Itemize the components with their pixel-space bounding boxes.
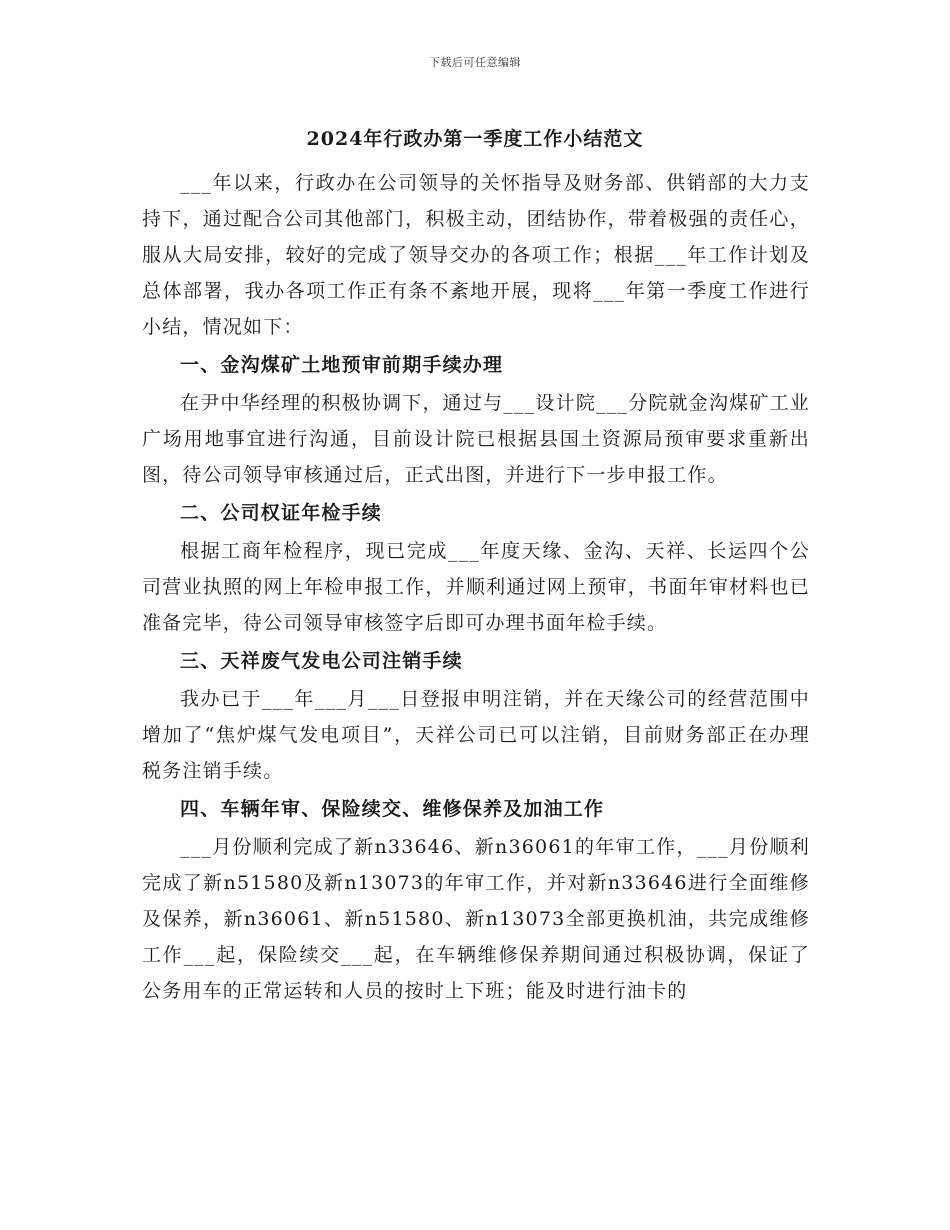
section-paragraph-2: 根据工商年检程序，现已完成___年度天缘、金沟、天祥、长运四个公司营业执照的网上年检申报工作，并顺利通过网上预审，书面年审材料也已准备完毕，待公司领导审核签字后即可办理书面年检手续。 <box>142 540 810 634</box>
intro-paragraph: ___年以来，行政办在公司领导的关怀指导及财务部、供销部的大力支持下，通过配合公司其他部门，积极主动，团结协作，带着极强的责任心，服从大局安排，较好的完成了领导交办的各项工作；根据___年工作计划及总体部署，我办各项工作正有条不紊地开展，现将___年第一季度工作进行小结，情况如下： <box>142 172 810 338</box>
document-body <box>142 165 810 1009</box>
document-title: 2024年行政办第一季度工作小结范文 <box>306 128 644 150</box>
section-heading-1: 一、金沟煤矿土地预审前期手续办理 <box>180 354 504 376</box>
section-paragraph-3: 我办已于___年___月___日登报申明注销，并在天缘公司的经营范围中增加了“焦炉煤气发电项目”，天祥公司已可以注销，目前财务部正在办理税务注销手续。 <box>142 688 810 782</box>
section-heading-3: 三、天祥废气发电公司注销手续 <box>180 650 463 672</box>
header-note: 下载后可任意编辑 <box>429 56 521 69</box>
section-heading-4: 四、车辆年审、保险续交、维修保养及加油工作 <box>180 798 605 820</box>
section-paragraph-1: 在尹中华经理的积极协调下，通过与___设计院___分院就金沟煤矿工业广场用地事宜进行沟通，目前设计院已根据县国土资源局预审要求重新出图，待公司领导审核通过后，正式出图，并进行下一步申报工作。 <box>142 392 810 486</box>
section-paragraph-4: ___月份顺利完成了新n33646、新n36061的年审工作，___月份顺利完成了新n51580及新n13073的年审工作，并对新n33646进行全面维修及保养，新n36061、新n51580、新n13073全部更换机油，共完成维修工作___起，保险续交___起，在车辆维修保养期间通过积极协调，保证了公务用车的正常运转和人员的按时上下班；能及时进行油卡的 <box>142 836 810 1002</box>
section-heading-2: 二、公司权证年检手续 <box>180 502 383 524</box>
